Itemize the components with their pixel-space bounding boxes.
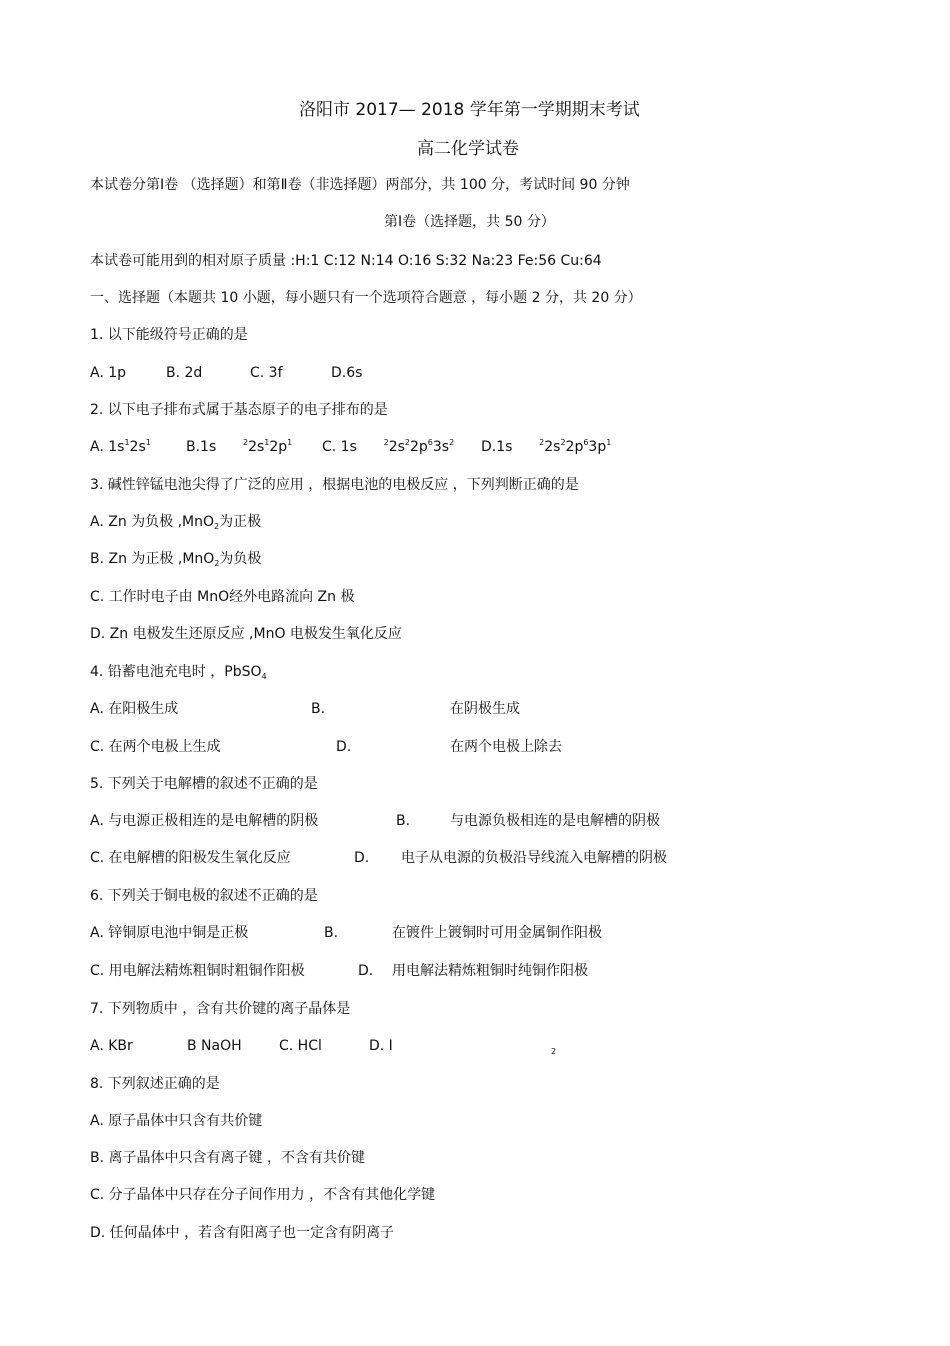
q4-option-c: C. 在两个电极上生成 [90, 739, 221, 755]
q7-option-d-subscript: 2 [551, 1047, 557, 1056]
q8-option-b: B. 离子晶体中只含有离子键 ，不含有共价键 [90, 1150, 365, 1166]
q7-option-d: D. I [369, 1038, 393, 1054]
question-7-stem: 7. 下列物质中 ，含有共价键的离子晶体是 [90, 1001, 351, 1017]
atomic-mass-note: 本试卷可能用到的相对原子质量 :H:1 C:12 N:14 O:16 S:32 Na:23 Fe:56 Cu:64 [90, 253, 602, 269]
question-2-stem: 2. 以下电子排布式属于基态原子的电子排布的是 [90, 402, 388, 418]
q6-option-a: A. 锌铜原电池中铜是正极 [90, 925, 249, 941]
q1-option-d: D.6s [331, 365, 363, 381]
q5-option-d: 电子从电源的负极沿导线流入电解槽的阴极 [401, 850, 667, 866]
q2-option-c: C. 1s $^22s^22p^63s^2$ [322, 438, 455, 455]
q4-option-b: 在阴极生成 [450, 701, 520, 717]
question-1-stem: 1. 以下能级符号正确的是 [90, 327, 248, 343]
q6-option-b-label: B. [324, 925, 339, 941]
q6-option-b: 在镀件上镀铜时可用金属铜作阳极 [392, 925, 602, 941]
q7-option-a: A. KBr [90, 1038, 133, 1054]
part-heading: 一、选择题（本题共 10 小题，每小题只有一个选项符合题意 ，每小题 2 分，共 20 分） [90, 290, 642, 306]
q4-option-d-label: D. [336, 739, 352, 755]
q7-option-c: C. HCl [279, 1038, 322, 1054]
exam-title: 洛阳市 2017— 2018 学年第一学期期末考试 [299, 100, 640, 120]
question-8-stem: 8. 下列叙述正确的是 [90, 1076, 220, 1092]
q8-option-c: C. 分子晶体中只存在分子间作用力 ，不含有其他化学键 [90, 1187, 436, 1203]
q1-option-b: B. 2d [166, 365, 203, 381]
q1-option-c: C. 3f [250, 365, 283, 381]
question-3-stem: 3. 碱性锌锰电池尖得了广泛的应用 ，根据电池的电极反应 ，下列判断正确的是 [90, 477, 579, 493]
q3-option-a: A. Zn 为负极 ,MnO$_2$为正极 [90, 514, 262, 531]
q3-option-d: D. Zn 电极发生还原反应 ,MnO 电极发生氧化反应 [90, 626, 402, 642]
q2-option-d: D.1s $^22s^22p^63p^1$ [481, 438, 612, 455]
q2-option-a: A. $1s^12s^1$ [90, 438, 151, 455]
q4-option-b-label: B. [311, 701, 326, 717]
q4-option-d: 在两个电极上除去 [450, 739, 562, 755]
q5-option-b-label: B. [396, 813, 411, 829]
intro-paragraph: 本试卷分第Ⅰ卷 （选择题）和第Ⅱ卷（非选择题）两部分，共 100 分，考试时间 90 分钟 [90, 177, 630, 193]
q6-option-d: 用电解法精炼粗铜时纯铜作阳极 [392, 963, 588, 979]
q4-option-a: A. 在阳极生成 [90, 701, 179, 717]
q5-option-b: 与电源负极相连的是电解槽的阴极 [450, 813, 660, 829]
q6-option-c: C. 用电解法精炼粗铜时粗铜作阳极 [90, 963, 305, 979]
q6-option-d-label: D. [358, 963, 374, 979]
q1-option-a: A. 1p [90, 365, 127, 381]
exam-subtitle: 高二化学试卷 [417, 139, 519, 159]
q8-option-a: A. 原子晶体中只含有共价键 [90, 1113, 263, 1129]
q3-option-b: B. Zn 为正极 ,MnO$_2$为负极 [90, 551, 262, 568]
q5-option-d-label: D. [354, 850, 370, 866]
question-4-stem: 4. 铅蓄电池充电时 ，PbSO$_4$ [90, 664, 267, 681]
q3-option-c: C. 工作时电子由 MnO经外电路流向 Zn 极 [90, 589, 355, 605]
q2-option-b: B.1s $^22s^12p^1$ [186, 438, 293, 455]
q8-option-d: D. 任何晶体中 ，若含有阳离子也一定含有阴离子 [90, 1225, 395, 1241]
q5-option-c: C. 在电解槽的阳极发生氧化反应 [90, 850, 291, 866]
q5-option-a: A. 与电源正极相连的是电解槽的阴极 [90, 813, 319, 829]
question-5-stem: 5. 下列关于电解槽的叙述不正确的是 [90, 776, 318, 792]
question-6-stem: 6. 下列关于铜电极的叙述不正确的是 [90, 888, 318, 904]
section-heading: 第Ⅰ卷（选择题，共 50 分） [384, 214, 555, 230]
q7-option-b: B NaOH [187, 1038, 242, 1054]
